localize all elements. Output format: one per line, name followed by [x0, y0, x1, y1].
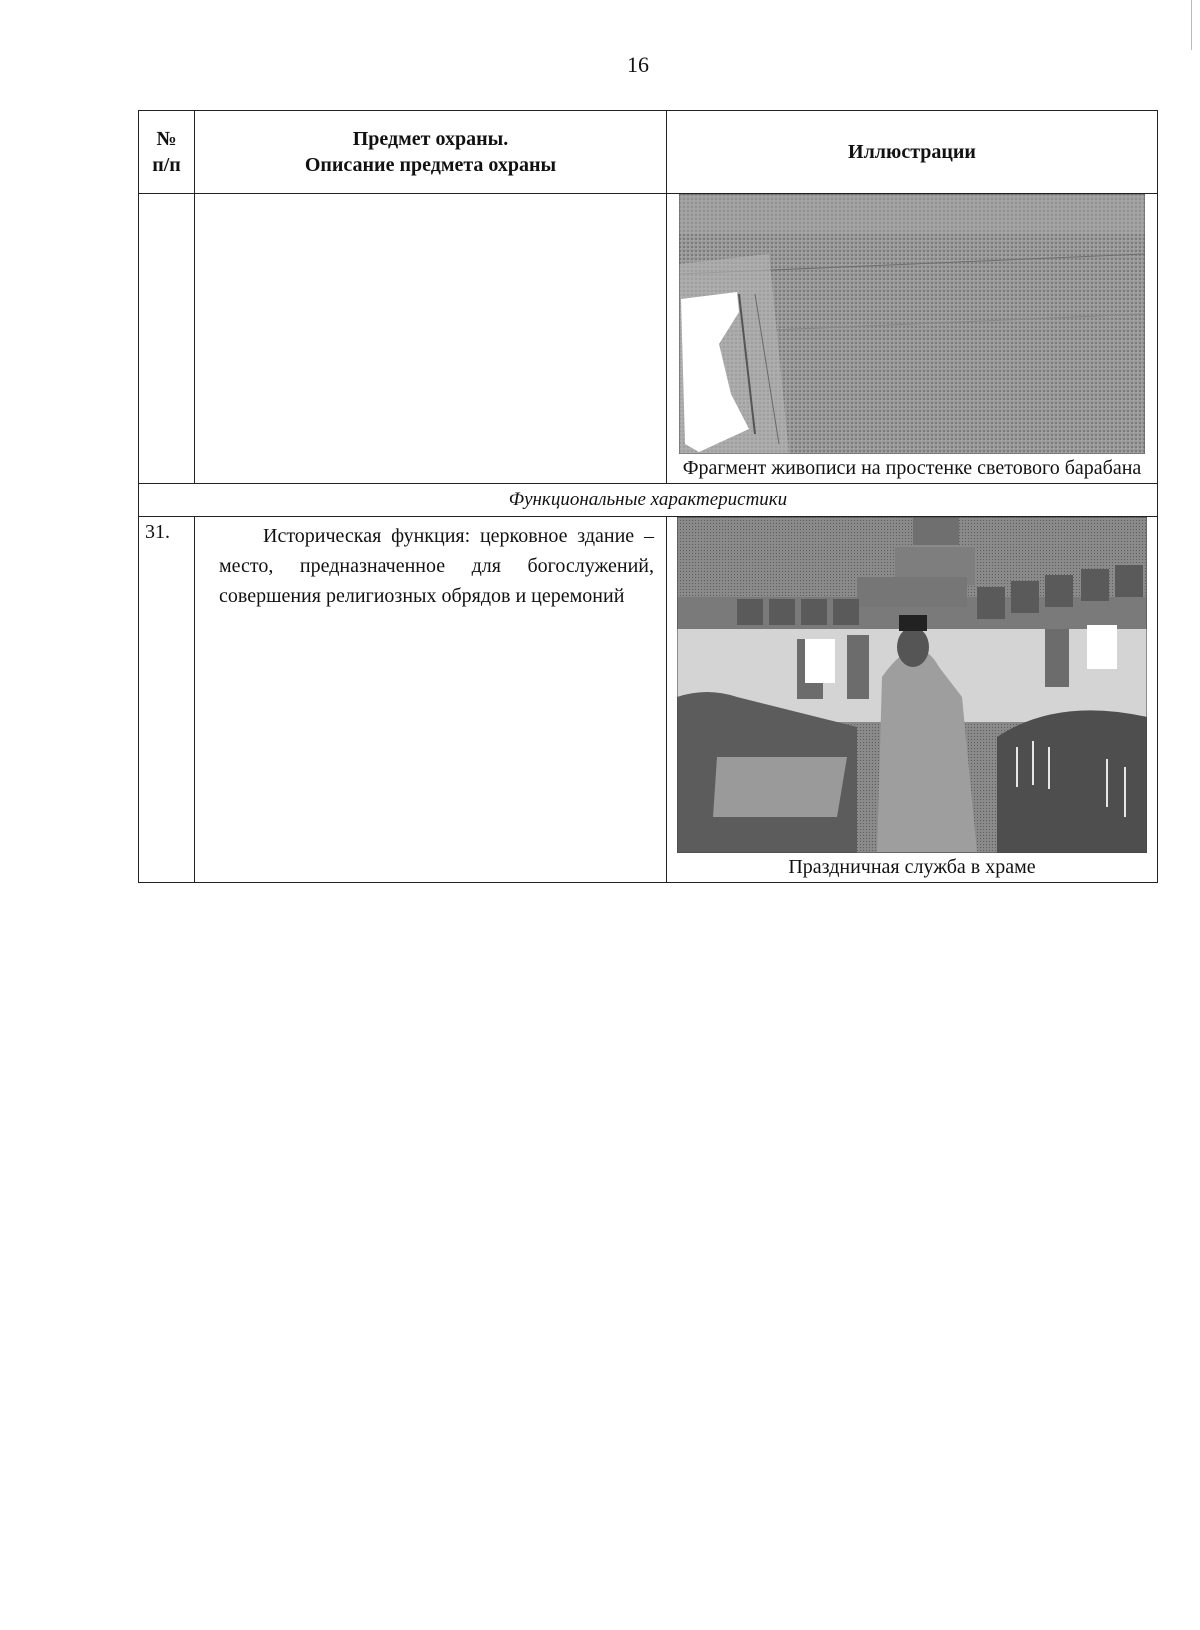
page-number: 16	[627, 52, 649, 77]
header-number	[139, 111, 195, 194]
row-number: 31.	[139, 517, 195, 883]
illustration-caption: Фрагмент живописи на простенке светового барабана	[682, 457, 1142, 479]
table-header-row	[139, 111, 1158, 194]
painting-fragment-photo	[679, 194, 1145, 454]
header-number-symbol: №	[156, 128, 177, 150]
illustration-caption: Праздничная служба в храме	[788, 856, 1036, 878]
row-description	[195, 194, 667, 484]
header-number-abbr: п/п	[152, 154, 181, 176]
header-illustrations: Иллюстрации	[667, 111, 1158, 194]
header-subject-title: Предмет охраны.	[352, 128, 509, 150]
section-title: Функциональные характеристики	[139, 484, 1158, 517]
page-edge-mark	[1191, 0, 1192, 50]
section-row	[139, 484, 1158, 517]
illustration-cell	[667, 194, 1158, 484]
table-row	[139, 194, 1158, 484]
row-number	[139, 194, 195, 484]
header-subject-description: Описание предмета охраны	[304, 154, 557, 176]
illustration-cell	[667, 517, 1158, 883]
table-row	[139, 517, 1158, 883]
header-subject	[195, 111, 667, 194]
row-description-text: Историческая функция: церковное здание – место, предназначенное для богослужений, совершения религиозных обрядов и церемоний	[219, 525, 654, 607]
church-service-photo	[677, 517, 1147, 853]
row-description	[195, 517, 667, 883]
protection-subject-table	[138, 110, 1158, 883]
